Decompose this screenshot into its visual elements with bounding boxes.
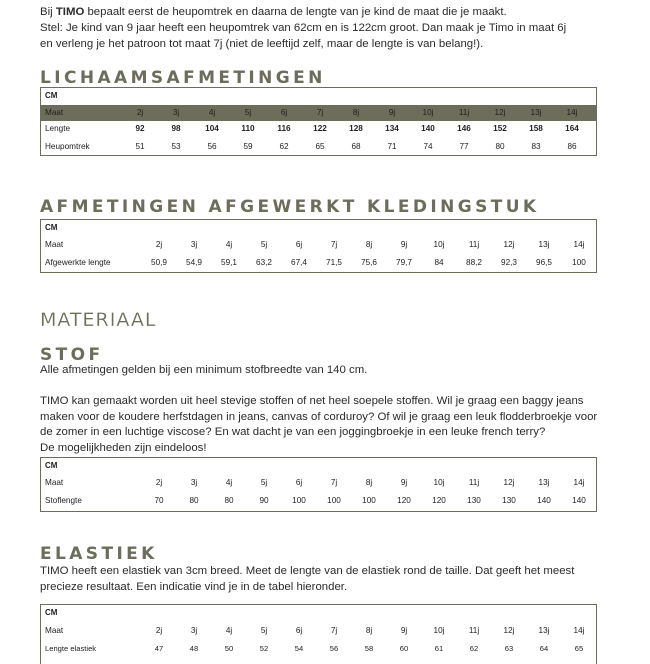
unit-label: CM [45,608,58,617]
size-cell: 3j [172,108,180,117]
size-header-row [41,105,596,121]
value-cell: 100 [572,258,586,267]
value-cell: 52 [259,644,269,653]
value-cell: 63 [504,644,514,653]
size-cell: 4j [225,626,233,635]
pattern-name: TIMO [55,6,85,18]
size-cell: 4j [208,108,216,117]
value-cell: 100 [362,496,376,505]
size-label: Maat [45,478,64,487]
size-cell: 13j [538,240,550,249]
value-cell: 59,1 [221,258,237,267]
value-cell: 90 [259,496,269,505]
size-cell: 5j [260,240,268,249]
value-cell: 65 [574,644,584,653]
fabric-para-line: De mogelijkheden zijn eindeloos! [40,441,207,454]
size-cell: 10j [422,108,434,117]
value-cell: 120 [397,496,411,505]
size-cell: 8j [365,240,373,249]
size-cell: 9j [400,240,408,249]
size-cell: 13j [530,108,542,117]
size-cell: 3j [190,478,198,487]
value-cell: 65 [315,142,325,151]
value-cell: 98 [171,124,181,133]
size-cell: 9j [400,478,408,487]
size-cell: 4j [225,240,233,249]
size-cell: 6j [280,108,288,117]
value-cell: 79,7 [396,258,412,267]
elastic-heading: ELASTIEK [40,544,158,564]
value-cell: 71,5 [326,258,342,267]
row-label: Afgewerkte lengte [45,258,111,267]
elastic-line-2: precieze resultaat. Een indicatie vind je in de tabel hieronder. [40,580,348,593]
size-cell: 5j [260,626,268,635]
fabric-para-line: de zomer in een luchtige viscose? En wat dacht je van een joggingbroekje in een leuke french terry? [40,426,546,439]
fabric-table [40,457,597,512]
size-header-row [41,623,596,639]
body-measurements-heading: LICHAAMSAFMETINGEN [40,68,326,88]
size-cell: 10j [433,240,445,249]
value-cell: 67,4 [291,258,307,267]
size-cell: 2j [155,626,163,635]
size-cell: 14j [573,240,585,249]
table-row-lengte-elastiek [41,641,596,657]
size-cell: 7j [330,626,338,635]
size-cell: 8j [365,626,373,635]
body-measurements-table [40,87,597,156]
value-cell: 60 [399,644,409,653]
value-cell: 158 [529,124,543,133]
size-cell: 12j [503,240,515,249]
size-cell: 8j [352,108,360,117]
size-cell: 2j [155,478,163,487]
fabric-heading: STOF [40,345,104,365]
value-cell: 86 [567,142,577,151]
value-cell: 50 [224,644,234,653]
value-cell: 146 [457,124,471,133]
value-cell: 59 [243,142,253,151]
size-cell: 11j [458,108,470,117]
value-cell: 48 [189,644,199,653]
value-cell: 128 [349,124,363,133]
intro-line-2: Stel: Je kind van 9 jaar heeft een heupomtrek van 62cm en is 122cm groot. Dan maak je Timo in maat 6j [40,22,567,34]
size-header-row [41,475,596,491]
value-cell: 58 [364,644,374,653]
intro-text [40,4,620,52]
value-cell: 122 [313,124,327,133]
table-row-heupomtrek [41,139,596,155]
value-cell: 92,3 [501,258,517,267]
size-cell: 13j [538,478,550,487]
elastic-table [40,604,597,664]
elastic-line-1: TIMO heeft een elastiek van 3cm breed. Meet de lengte van de elastiek rond de taille. Dat geeft het meest [40,565,575,577]
row-label: Stoflengte [45,496,82,505]
value-cell: 110 [241,124,255,133]
finished-measurements-heading: AFMETINGEN AFGEWERKT KLEDINGSTUK [40,197,540,217]
size-label: Maat [45,626,64,635]
size-cell: 11j [468,626,480,635]
fabric-text [40,363,625,457]
size-cell: 11j [468,478,480,487]
size-header-row [41,237,596,253]
value-cell: 164 [565,124,579,133]
value-cell: 84 [434,258,444,267]
size-cell: 2j [155,240,163,249]
row-label: Heupomtrek [45,142,90,151]
row-label: Lengte [45,124,71,133]
size-label: Maat [45,108,64,117]
value-cell: 54 [294,644,304,653]
value-cell: 74 [423,142,433,151]
value-cell: 61 [434,644,444,653]
size-cell: 12j [503,478,515,487]
fabric-para-line: TIMO kan gemaakt worden uit heel stevige stoffen of net heel soepele stoffen. Wil je graag een baggy jeans [40,395,584,408]
value-cell: 80 [224,496,234,505]
value-cell: 47 [154,644,164,653]
size-cell: 12j [494,108,506,117]
size-cell: 3j [190,240,198,249]
row-label: Lengte elastiek [45,644,97,653]
value-cell: 56 [207,142,217,151]
value-cell: 77 [459,142,469,151]
value-cell: 51 [135,142,145,151]
size-cell: 7j [330,240,338,249]
size-cell: 9j [400,626,408,635]
value-cell: 120 [432,496,446,505]
value-cell: 56 [329,644,339,653]
size-cell: 14j [566,108,578,117]
value-cell: 88,2 [466,258,482,267]
size-cell: 14j [573,478,585,487]
value-cell: 152 [493,124,507,133]
value-cell: 80 [189,496,199,505]
size-cell: 10j [433,478,445,487]
material-heading: MATERIAAL [40,309,157,331]
size-cell: 6j [295,478,303,487]
value-cell: 140 [537,496,551,505]
size-cell: 3j [190,626,198,635]
size-cell: 7j [330,478,338,487]
size-cell: 6j [295,626,303,635]
value-cell: 70 [154,496,164,505]
unit-label: CM [45,223,58,232]
value-cell: 50,9 [151,258,167,267]
elastic-text [40,564,625,595]
value-cell: 100 [327,496,341,505]
value-cell: 96,5 [536,258,552,267]
intro-line-3: en verleng je het patroon tot maat 7j (niet de leeftijd zelf, maar de lengte is van belang!). [40,38,484,50]
size-cell: 2j [136,108,144,117]
size-cell: 13j [538,626,550,635]
value-cell: 64 [539,644,549,653]
size-cell: 12j [503,626,515,635]
intro-line-1: Bij TIMO bepaalt eerst de heupomtrek en daarna de lengte van je kind de maat die je maakt. [40,6,507,18]
value-cell: 71 [387,142,397,151]
value-cell: 53 [171,142,181,151]
value-cell: 140 [421,124,435,133]
value-cell: 62 [469,644,479,653]
size-label: Maat [45,240,64,249]
value-cell: 116 [277,124,291,133]
table-row-afgewerkte-lengte [41,255,596,271]
value-cell: 104 [205,124,219,133]
size-cell: 10j [433,626,445,635]
value-cell: 130 [467,496,481,505]
size-cell: 14j [573,626,585,635]
value-cell: 75,6 [361,258,377,267]
value-cell: 134 [385,124,399,133]
size-cell: 9j [388,108,396,117]
finished-measurements-table [40,219,597,273]
value-cell: 62 [279,142,289,151]
size-cell: 8j [365,478,373,487]
fabric-para-line: maken voor de koudere herfstdagen in jeans, canvas of corduroy? Of wil je graag een leuk flodderbroekje voor [40,410,598,423]
table-row-stoflengte [41,493,596,509]
unit-label: CM [45,461,58,470]
unit-label: CM [45,91,58,100]
size-cell: 4j [225,478,233,487]
value-cell: 80 [495,142,505,151]
size-cell: 7j [316,108,324,117]
value-cell: 100 [292,496,306,505]
value-cell: 140 [572,496,586,505]
fabric-line-1: Alle afmetingen gelden bij een minimum stofbreedte van 140 cm. [40,364,368,376]
value-cell: 92 [135,124,145,133]
size-cell: 6j [295,240,303,249]
value-cell: 130 [502,496,516,505]
value-cell: 54,9 [186,258,202,267]
size-cell: 5j [244,108,252,117]
size-cell: 5j [260,478,268,487]
value-cell: 68 [351,142,361,151]
table-row-lengte [41,121,596,137]
size-cell: 11j [468,240,480,249]
value-cell: 63,2 [256,258,272,267]
value-cell: 83 [531,142,541,151]
